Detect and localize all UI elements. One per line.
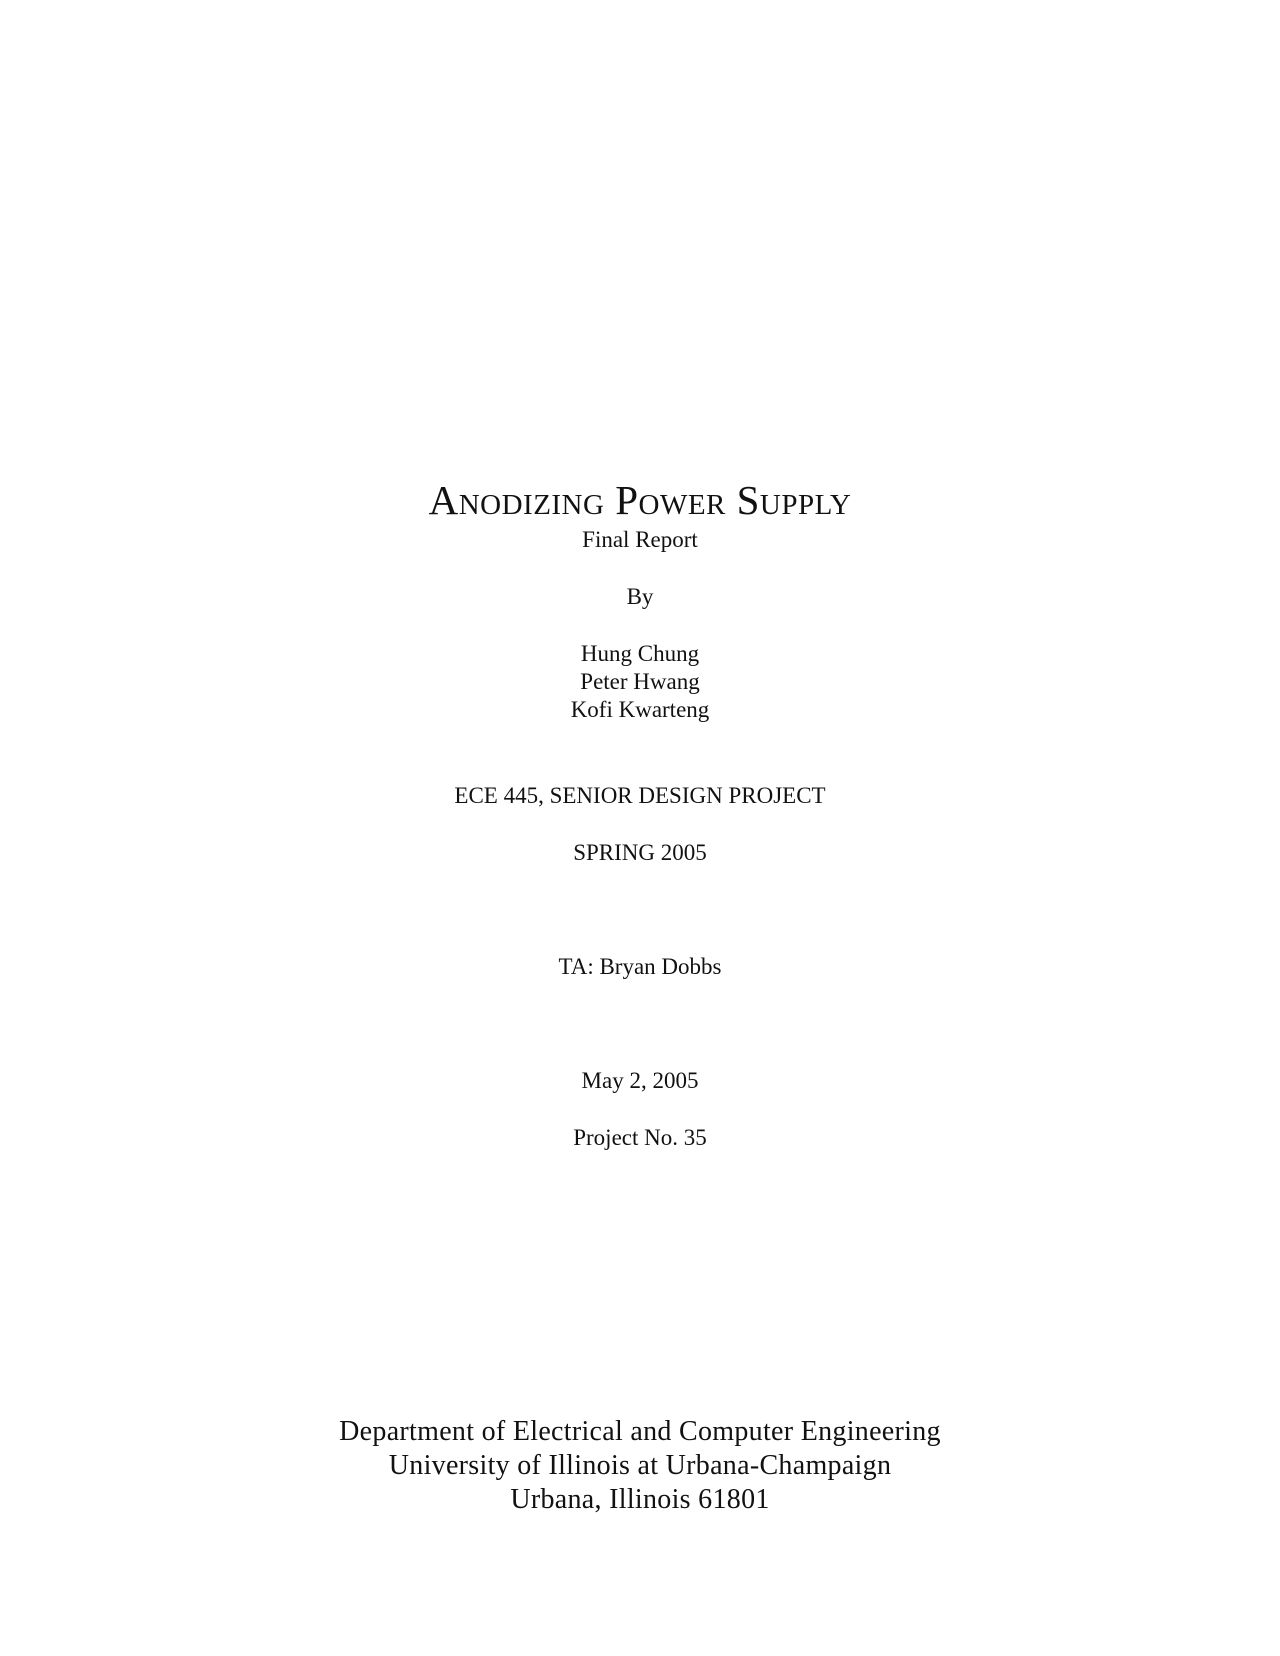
teaching-assistant: TA: Bryan Dobbs — [558, 954, 722, 979]
author-name: Kofi Kwarteng — [570, 697, 710, 722]
course-name: ECE 445, SENIOR DESIGN PROJECT — [454, 783, 826, 808]
university-name: University of Illinois at Urbana-Champaign — [388, 1450, 892, 1481]
author-name: Peter Hwang — [580, 669, 700, 694]
semester: SPRING 2005 — [573, 840, 707, 865]
report-title: Anodizing Power Supply — [428, 477, 852, 523]
author-name: Hung Chung — [580, 641, 700, 666]
by-label: By — [626, 584, 654, 609]
university-address: Urbana, Illinois 61801 — [510, 1484, 770, 1515]
report-subtitle: Final Report — [582, 527, 698, 552]
department-name: Department of Electrical and Computer Engineering — [339, 1416, 941, 1447]
report-date: May 2, 2005 — [581, 1068, 699, 1093]
project-number: Project No. 35 — [573, 1125, 707, 1150]
